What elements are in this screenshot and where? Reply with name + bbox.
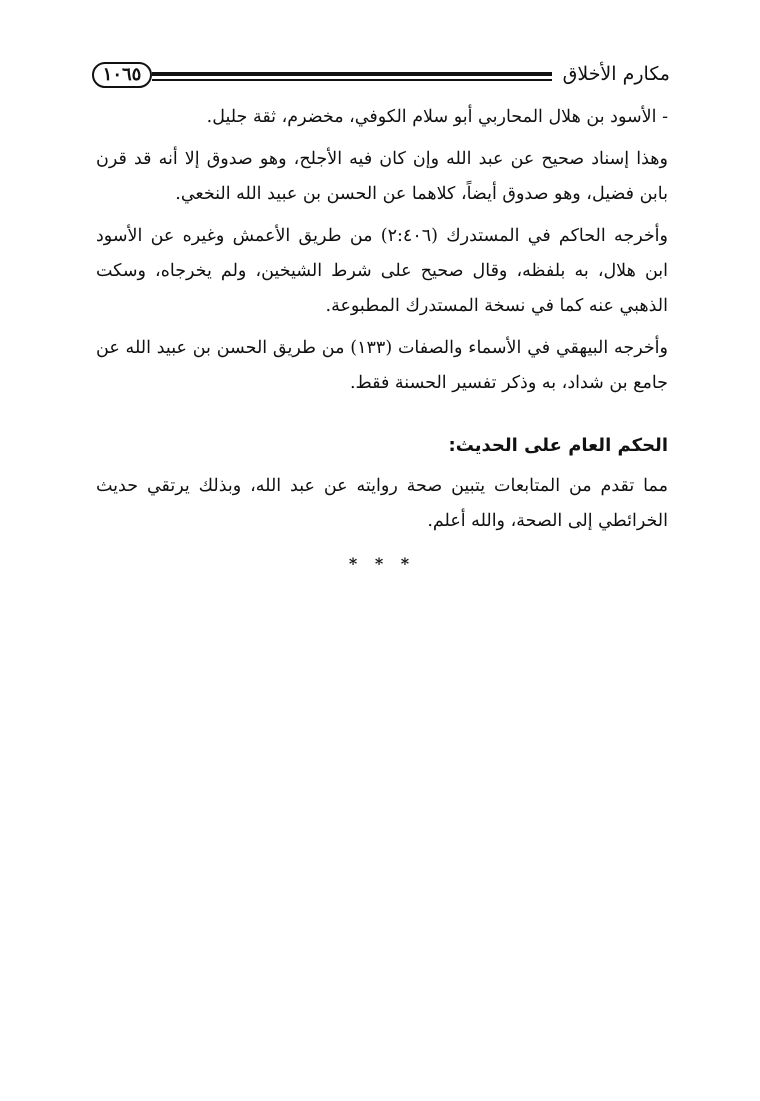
- paragraph-ruling: مما تقدم من المتابعات يتبين صحة روايته عن عبد الله، وبذلك يرتقي حديث الخرائطي إلى الصحة، والله أعلم.: [96, 476, 668, 531]
- page-number: ١٠٦٥: [92, 62, 152, 88]
- section-heading-ruling: الحكم العام على الحديث:: [448, 435, 668, 456]
- paragraph-isnad-grading: وهذا إسناد صحيح عن عبد الله وإن كان فيه الأجلح، وهو صدوق إلا أنه قد قرن بابن فضيل، وهو صدوق أيضاً، كلاهما عن الحسن بن عبيد الله النخعي.: [96, 149, 668, 204]
- end-separator: * * *: [348, 554, 416, 573]
- page-header: [92, 62, 670, 92]
- paragraph-narrator: - الأسود بن هلال المحاربي أبو سلام الكوفي، مخضرم، ثقة جليل.: [206, 107, 668, 127]
- paragraph-hakim-takhrij: وأخرجه الحاكم في المستدرك (٢:٤٠٦) من طريق الأعمش وغيره عن الأسود ابن هلال، به بلفظه، وقال صحيح على شرط الشيخين، ولم يخرجاه، وسكت الذهبي عنه كما في نسخة المستدرك المطبوعة.: [96, 226, 668, 316]
- book-title: مكارم الأخلاق: [562, 63, 670, 85]
- paragraph-bayhaqi-takhrij: وأخرجه البيهقي في الأسماء والصفات (١٣٣) من طريق الحسن بن عبيد الله عن جامع بن شداد، به وذكر تفسير الحسنة فقط.: [96, 338, 668, 393]
- header-rule-thin: [152, 79, 552, 81]
- page-body: [96, 100, 668, 581]
- header-rule: [152, 72, 552, 81]
- header-rule-thick: [152, 72, 552, 76]
